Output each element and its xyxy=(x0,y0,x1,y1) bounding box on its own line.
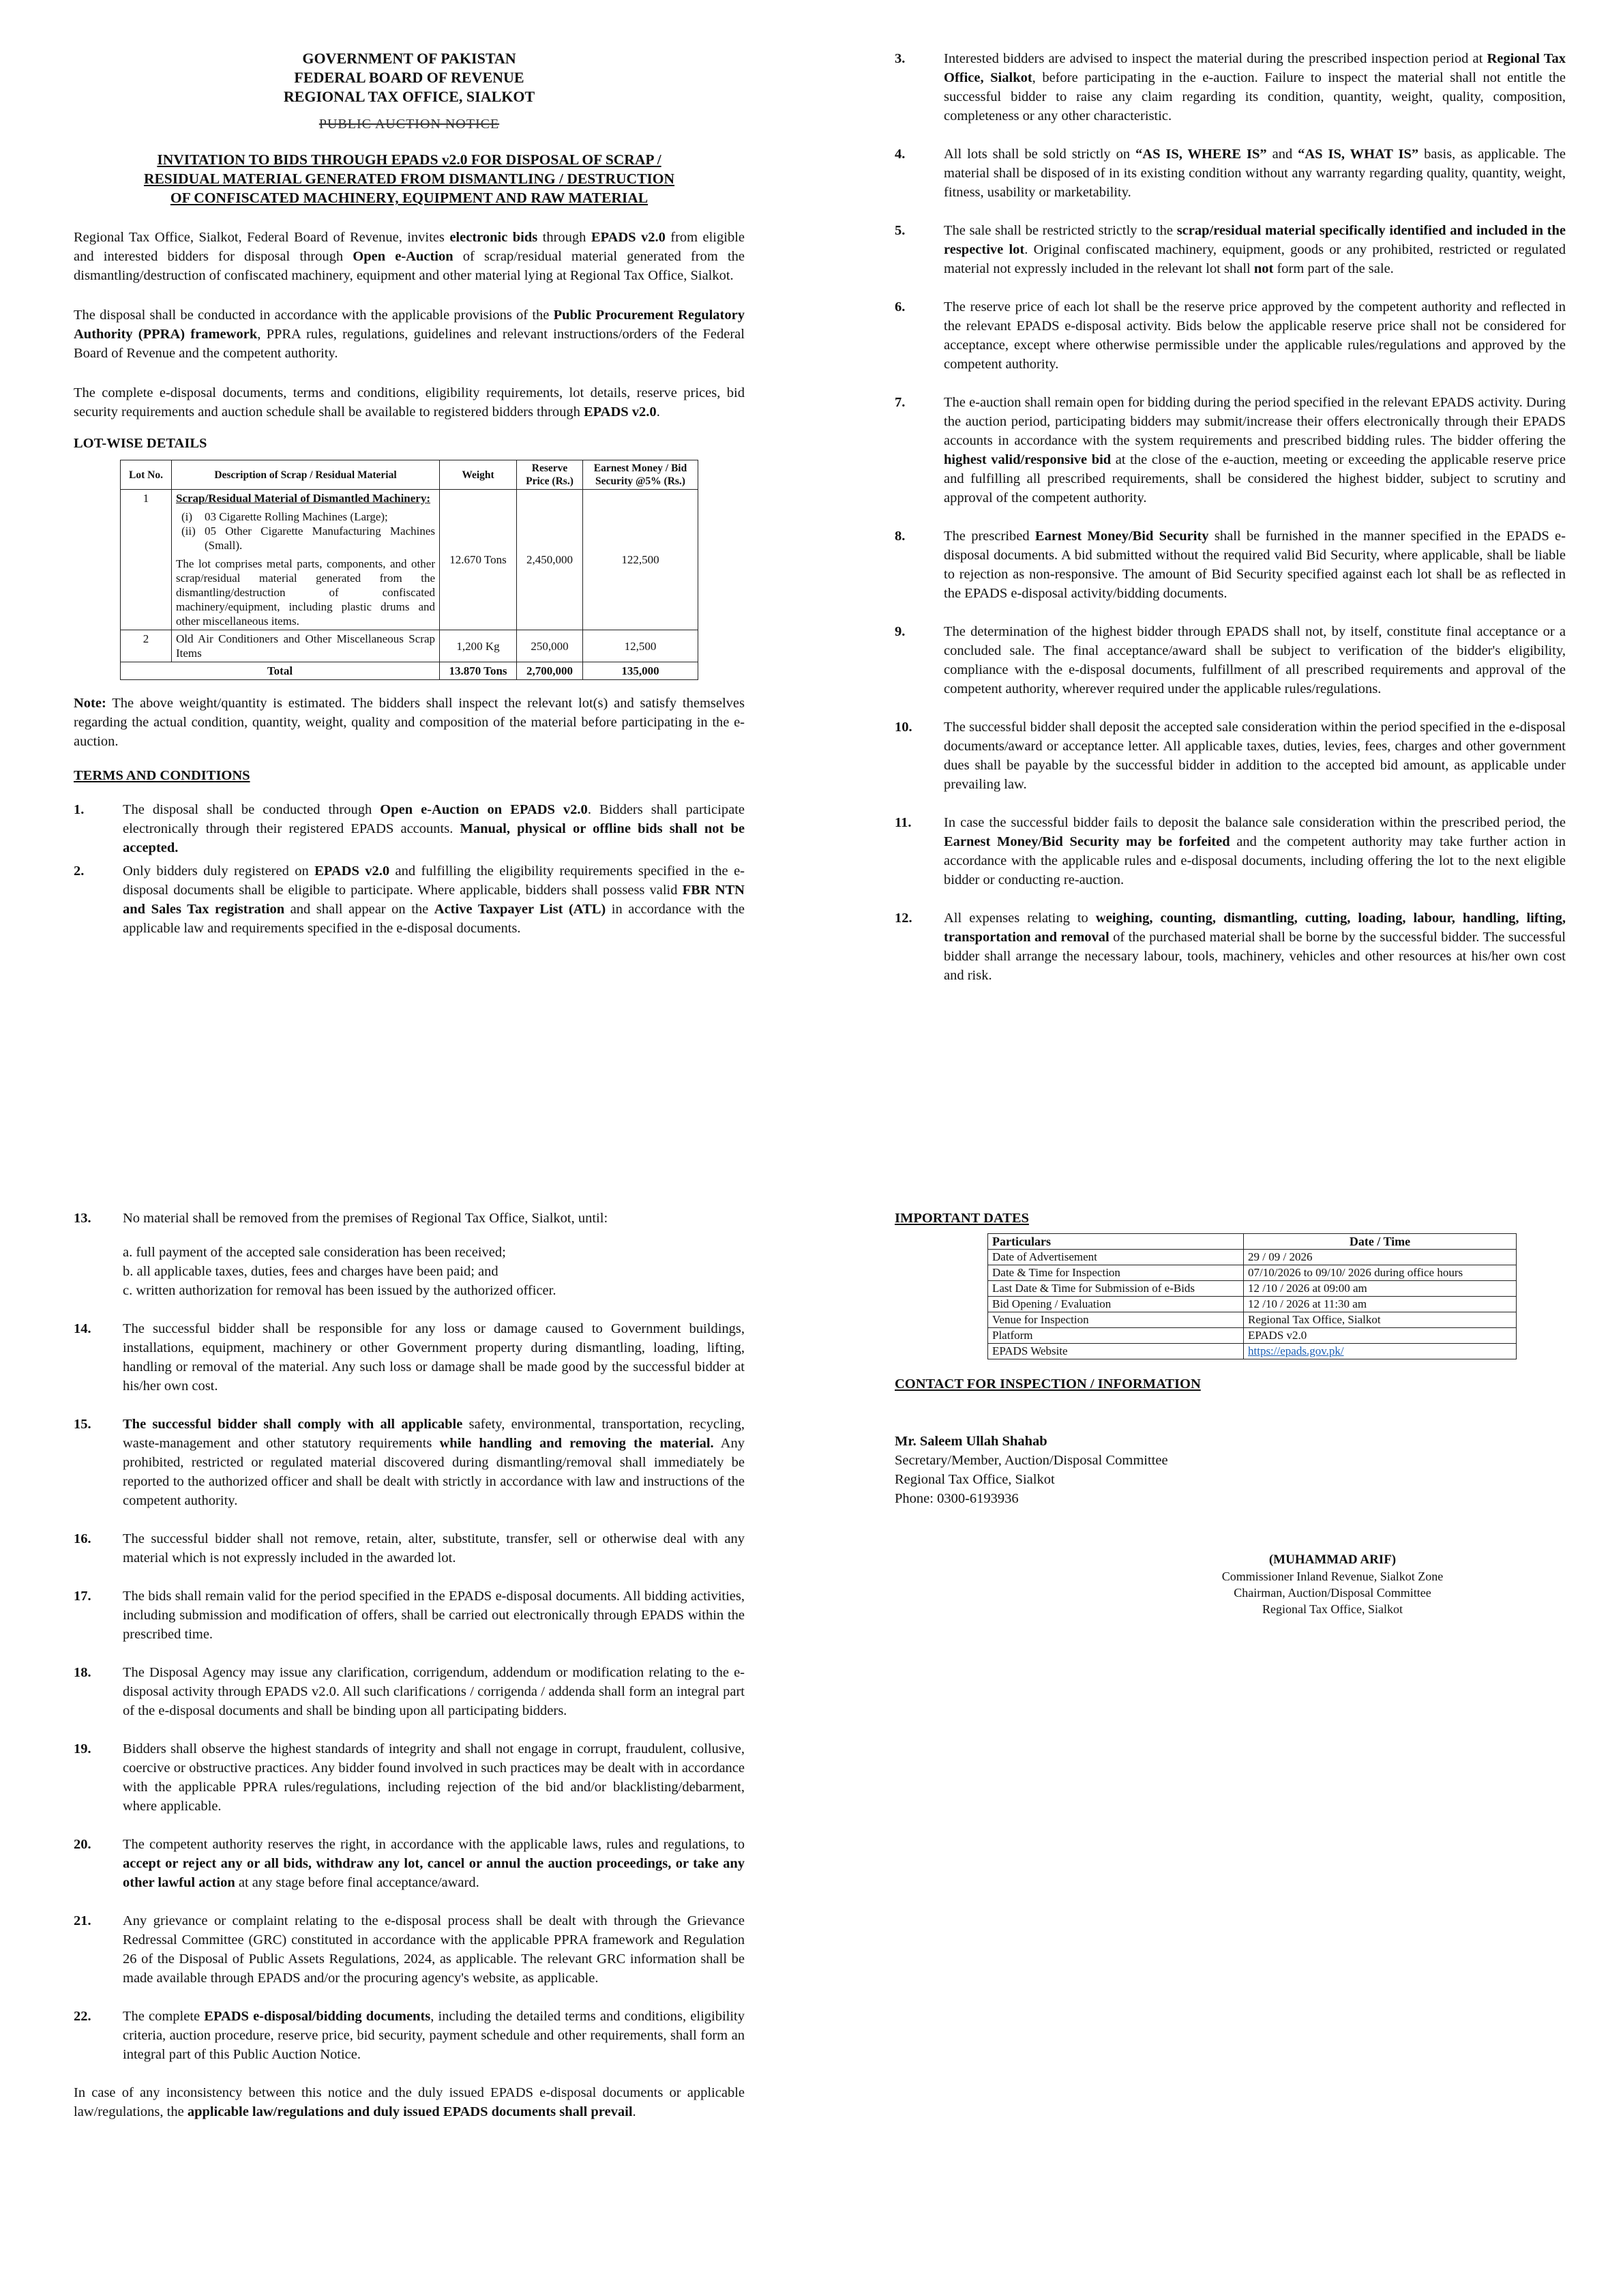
signatory-name: (MUHAMMAD ARIF) xyxy=(1268,1552,1397,1567)
table-total-row xyxy=(121,662,698,680)
col-earnest-money: Earnest Money / Bid Security @5% (Rs.) xyxy=(583,460,698,490)
header-line-3: REGIONAL TAX OFFICE, SIALKOT xyxy=(283,88,535,105)
date-key: Venue for Inspection xyxy=(988,1312,1244,1328)
term-12: 12. All expenses relating to weighing, counting, dismantling, cutting, loading, labour, handling, lifting, transportation and removal of the purchased material shall be borne by the successful bidder. The successful bidder shall arrange the necessary labour, tools, machinery, vehicles and other resources at his/her own cost and risk. xyxy=(895,911,1566,983)
lot-1-no: 1 xyxy=(121,490,172,630)
total-earnest: 135,000 xyxy=(583,662,698,680)
table-row xyxy=(988,1312,1517,1328)
table-row xyxy=(121,630,698,662)
table-row xyxy=(988,1265,1517,1281)
signatory-line-1: Commissioner Inland Revenue, Sialkot Zone xyxy=(1221,1570,1444,1583)
lot-1-title: Scrap/Residual Material of Dismantled Machinery: xyxy=(176,492,431,505)
date-value: 12 /10 / 2026 at 09:00 am xyxy=(1244,1281,1517,1297)
dates-table xyxy=(987,1233,1517,1359)
table-row xyxy=(121,490,698,630)
table-row xyxy=(988,1297,1517,1312)
terms-heading: TERMS AND CONDITIONS xyxy=(74,768,250,783)
term-11: 11. In case the successful bidder fails to deposit the balance sale consideration within the prescribed period, the Earnest Money/Bid Security may be forfeited and the competent authority may take further action in accordance with the applicable rules and e-disposal documents, including offering the lot to the next eligible bidder or conducting re-auction. xyxy=(895,815,1566,887)
closing-paragraph: In case of any inconsistency between this notice and the duly issued EPADS e-disposal documents or applicable law/regulations, the applicable law/regulations and duly issued EPADS documents shall prevail. xyxy=(74,2085,745,2119)
date-value: EPADS v2.0 xyxy=(1244,1328,1517,1344)
page-column-right-top xyxy=(895,49,1566,1004)
list-item: (ii) 05 Other Cigarette Manufacturing Machines (Small). xyxy=(181,525,435,552)
term-21: 21. Any grievance or complaint relating to the e-disposal process shall be dealt with through the Grievance Redressal Committee (GRC) constituted in accordance with the applicable PPRA framework and Regulation 26 of the Disposal of Public Assets Regulations, 2024, as applicable. The relevant GRC information shall be made available through EPADS and/or the procuring agency's website, as applicable. xyxy=(74,1913,745,1986)
contact-office: Regional Tax Office, Sialkot xyxy=(895,1472,1055,1487)
date-key: Date & Time for Inspection xyxy=(988,1265,1244,1281)
lot-table-header-row xyxy=(121,460,698,490)
lot-2-no: 2 xyxy=(121,630,172,662)
col-reserve-price: Reserve Price (Rs.) xyxy=(517,460,583,490)
header-block xyxy=(74,49,745,106)
contact-name: Mr. Saleem Ullah Shahab xyxy=(895,1434,1047,1449)
page-column-right-bottom xyxy=(895,1209,1566,1617)
term-6: 6. The reserve price of each lot shall be the reserve price approved by the competent authority and reflected in the relevant EPADS e-disposal activity. Bids below the applicable reserve price shall not be considered for acceptance, except where otherwise permissible under the applicable rules/regulations and approved by the competent authority. xyxy=(895,299,1566,372)
col-weight: Weight xyxy=(440,460,517,490)
lot-2-reserve: 250,000 xyxy=(517,630,583,662)
list-item: b. all applicable taxes, duties, fees and charges have been paid; and xyxy=(123,1264,498,1279)
lot-1-earnest: 122,500 xyxy=(583,490,698,630)
intro-paragraph-2: The disposal shall be conducted in accordance with the applicable provisions of the Public Procurement Regulatory Authority (PPRA) framework, PPRA rules, regulations, guidelines and relevant instructions/orders of the Federal Board of Revenue and the competent authority. xyxy=(74,308,745,361)
contact-phone: Phone: 0300-6193936 xyxy=(895,1491,1019,1506)
term-7: 7. The e-auction shall remain open for bidding during the period specified in the relevant EPADS activity. During the auction period, participating bidders may submit/increase their offers electronically through their EPADS accounts in accordance with the system requirements and prescribed bidding rules. The bidder offering the highest valid/responsive bid at the close of the e-auction, meeting or exceeding the applicable reserve price and fulfilling all prescribed requirements, shall be considered the highest bidder, subject to scrutiny and approval of the competent authority. xyxy=(895,395,1566,505)
lot-2-earnest: 12,500 xyxy=(583,630,698,662)
table-row xyxy=(988,1344,1517,1359)
table-row xyxy=(988,1328,1517,1344)
lot-1-reserve: 2,450,000 xyxy=(517,490,583,630)
date-value: Regional Tax Office, Sialkot xyxy=(1244,1312,1517,1328)
table-row xyxy=(988,1250,1517,1265)
term-4: 4. All lots shall be sold strictly on “AS IS, WHERE IS” and “AS IS, WHAT IS” basis, as applicable. The material shall be disposed of in its existing condition without any warranty regarding quality, quantity, weight, fitness, usability or marketability. xyxy=(895,147,1566,200)
term-8: 8. The prescribed Earnest Money/Bid Security shall be furnished in the manner specified in the EPADS e-disposal documents. A bid submitted without the required valid Bid Security, where applicable, shall be liable to rejection as non-responsive. The amount of Bid Security specified against each lot shall be as reflected in the EPADS e-disposal activity/bidding documents. xyxy=(895,529,1566,601)
intro-paragraph-1: Regional Tax Office, Sialkot, Federal Board of Revenue, invites electronic bids through EPADS v2.0 from eligible and interested bidders for disposal through Open e-Auction of scrap/residual material generated from the dismantling/destruction of confiscated machinery, equipment and other material lying at Regional Tax Office, Sialkot. xyxy=(74,230,745,283)
term-18: 18. The Disposal Agency may issue any clarification, corrigendum, addendum or modification relating to the e-disposal activity through EPADS v2.0. All such clarifications / corrigenda / addenda shall form an integral part of the e-disposal documents and shall be binding upon all participating bidders. xyxy=(74,1665,745,1718)
total-reserve: 2,700,000 xyxy=(517,662,583,680)
date-value: 29 / 09 / 2026 xyxy=(1244,1250,1517,1265)
term-17: 17. The bids shall remain valid for the period specified in the EPADS e-disposal documents. All bidding activities, including submission and modification of offers, shall be carried out electronically through EPADS within the prescribed time. xyxy=(74,1589,745,1642)
date-value: 12 /10 / 2026 at 11:30 am xyxy=(1244,1297,1517,1312)
date-key: EPADS Website xyxy=(988,1344,1244,1359)
term-13: 13. No material shall be removed from the premises of Regional Tax Office, Sialkot, until: a. full payment of the accepted sale consideration has been received; b. all applicable taxes, duties, fees and charges have been paid; and c. written authorization for removal has been issued by the authorized officer. xyxy=(74,1209,745,1300)
term-10: 10. The successful bidder shall deposit the accepted sale consideration within the period specified in the e-disposal documents/award or acceptance letter. All applicable taxes, duties, levies, fees, charges and other government dues shall be payable by the successful bidder in addition to the accepted bid amount, as applicable under prevailing law. xyxy=(895,720,1566,792)
list-item: c. written authorization for removal has been issued by the authorized officer. xyxy=(123,1283,556,1298)
list-item: (i) 03 Cigarette Rolling Machines (Large); xyxy=(181,510,388,523)
term-19: 19. Bidders shall observe the highest standards of integrity and shall not engage in corrupt, fraudulent, collusive, coercive or obstructive practices. Any bidder found involved in such practices may be dealt with in accordance with the applicable PPRA rules/regulations, including rejection of the bid and/or blacklisting/debarment, where applicable. xyxy=(74,1741,745,1814)
lot-table xyxy=(120,460,698,680)
col-date-time: Date / Time xyxy=(1244,1234,1517,1250)
term-2: 2. Only bidders duly registered on EPADS v2.0 and fulfilling the eligibility requirements specified in the e-disposal documents shall be eligible to participate. Where applicable, bidders shall possess valid FBR NTN and Sales Tax registration and shall appear on the Active Taxpayer List (ATL) in accordance with the applicable law and requirements specified in the e-disposal documents. xyxy=(74,864,745,936)
intro-paragraph-3: The complete e-disposal documents, terms and conditions, eligibility requirements, lot details, reserve prices, bid security requirements and auction schedule shall be available to registered bidders through EPADS v2.0. xyxy=(74,385,745,420)
col-lot-no: Lot No. xyxy=(121,460,172,490)
lot-1-description xyxy=(172,490,440,630)
dates-heading: IMPORTANT DATES xyxy=(895,1211,1029,1226)
contact-heading: CONTACT FOR INSPECTION / INFORMATION xyxy=(895,1377,1201,1392)
term-13-conditions xyxy=(123,1243,745,1300)
term-16: 16. The successful bidder shall not remove, retain, alter, substitute, transfer, sell or otherwise deal with any material which is not expressly included in the awarded lot. xyxy=(74,1531,745,1565)
page-column-left-top xyxy=(74,49,745,957)
notice-title: PUBLIC AUCTION NOTICE xyxy=(318,117,500,132)
contact-block xyxy=(895,1432,1566,1508)
dates-header-row xyxy=(988,1234,1517,1250)
invitation-title: INVITATION TO BIDS THROUGH EPADS v2.0 FOR DISPOSAL OF SCRAP / RESIDUAL MATERIAL GENERATED FROM DISMANTLING / DESTRUCTION OF CONFISCATED MACHINERY, EQUIPMENT AND RAW MATERIAL xyxy=(143,151,675,206)
lot-2-description: Old Air Conditioners and Other Miscellaneous Scrap Items xyxy=(172,630,440,662)
date-key: Bid Opening / Evaluation xyxy=(988,1297,1244,1312)
term-3: 3. Interested bidders are advised to inspect the material during the prescribed inspection period at Regional Tax Office, Sialkot, before participating in the e-auction. Failure to inspect the material shall not entitle the successful bidder to raise any claim regarding its condition, quantity, weight, quality, composition, completeness or any other characteristic. xyxy=(895,51,1566,123)
total-label: Total xyxy=(121,662,440,680)
note-paragraph: Note: The above weight/quantity is estimated. The bidders shall inspect the relevant lot(s) and satisfy themselves regarding the actual condition, quantity, weight, quality and composition of the material before participating in the e-auction. xyxy=(74,696,745,749)
table-row xyxy=(988,1281,1517,1297)
date-key: Platform xyxy=(988,1328,1244,1344)
signatory-line-3: Regional Tax Office, Sialkot xyxy=(1262,1602,1403,1616)
signatory-line-2: Chairman, Auction/Disposal Committee xyxy=(1234,1586,1431,1600)
lots-heading: LOT-WISE DETAILS xyxy=(74,436,207,451)
term-1: 1. The disposal shall be conducted through Open e-Auction on EPADS v2.0. Bidders shall participate electronically through their registered EPADS accounts. Manual, physical or offline bids shall not be accepted. xyxy=(74,802,745,855)
date-key: Last Date & Time for Submission of e-Bids xyxy=(988,1281,1244,1297)
col-particulars: Particulars xyxy=(988,1234,1244,1250)
lot-1-text: The lot comprises metal parts, components, and other scrap/residual material generated from the dismantling/destruction of confiscated machinery/equipment, including plastic drums and other miscellaneous items. xyxy=(176,557,435,628)
lot-1-items xyxy=(181,510,435,553)
term-9: 9. The determination of the highest bidder through EPADS shall not, by itself, constitute final acceptance or a concluded sale. The final acceptance/award shall be subject to verification of the bidder's eligibility, compliance with the e-disposal documents, fulfillment of all prescribed requirements and approval of the competent authority, wherever required under the applicable rules/regulations. xyxy=(895,624,1566,696)
term-14: 14. The successful bidder shall be responsible for any loss or damage caused to Government buildings, installations, equipment, machinery or other Government property during dismantling, loading, lifting, handling or removal of the material. Any such loss or damage shall be made good by the successful bidder at his/her own cost. xyxy=(74,1321,745,1394)
lot-2-weight: 1,200 Kg xyxy=(440,630,517,662)
col-description: Description of Scrap / Residual Material xyxy=(172,460,440,490)
term-5: 5. The sale shall be restricted strictly to the scrap/residual material specifically identified and included in the respective lot. Original confiscated machinery, equipment, goods or any prohibited, restricted or regulated material not expressly included in the relevant lot shall not form part of the sale. xyxy=(895,223,1566,276)
total-weight: 13.870 Tons xyxy=(440,662,517,680)
lot-1-weight: 12.670 Tons xyxy=(440,490,517,630)
signature-block xyxy=(895,1552,1566,1617)
header-line-2: FEDERAL BOARD OF REVENUE xyxy=(294,69,524,86)
list-item: a. full payment of the accepted sale consideration has been received; xyxy=(123,1245,506,1260)
header-line-1: GOVERNMENT OF PAKISTAN xyxy=(302,50,516,67)
term-22: 22. The complete EPADS e-disposal/bidding documents, including the detailed terms and conditions, eligibility criteria, auction procedure, reserve price, bid security, payment schedule and other requirements, shall form an integral part of this Public Auction Notice. xyxy=(74,2009,745,2062)
term-15: 15. The successful bidder shall comply with all applicable safety, environmental, transportation, recycling, waste-management and other statutory requirements while handling and removing the material. Any prohibited, restricted or regulated material discovered during dismantling/removal shall immediately be reported to the authorized officer and shall be dealt with strictly in accordance with law and instructions of the competent authority. xyxy=(74,1417,745,1508)
page-column-left-bottom xyxy=(74,1209,745,2121)
contact-role: Secretary/Member, Auction/Disposal Committee xyxy=(895,1453,1168,1468)
date-value: 07/10/2026 to 09/10/ 2026 during office hours xyxy=(1244,1265,1517,1281)
epads-website-link[interactable]: https://epads.gov.pk/ xyxy=(1248,1344,1344,1357)
date-key: Date of Advertisement xyxy=(988,1250,1244,1265)
term-20: 20. The competent authority reserves the right, in accordance with the applicable laws, rules and regulations, to accept or reject any or all bids, withdraw any lot, cancel or annul the auction proceedings, or take any other lawful action at any stage before final acceptance/award. xyxy=(74,1837,745,1890)
